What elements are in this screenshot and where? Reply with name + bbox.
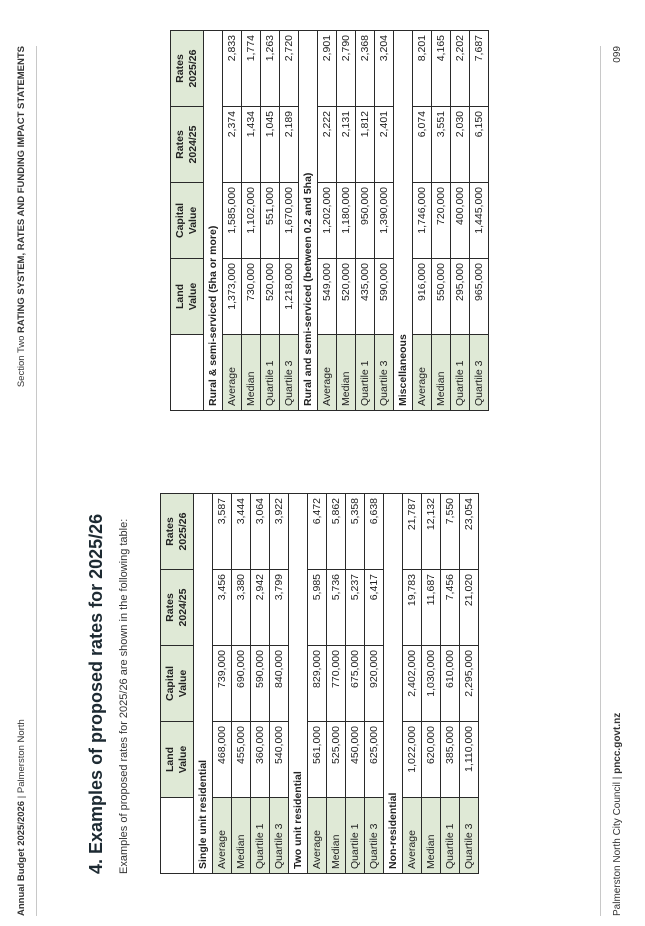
row-label: Quartile 1 — [261, 335, 280, 411]
rates-2025-26-cell: 6,638 — [365, 494, 384, 570]
rates-2024-25-cell: 6,074 — [413, 107, 432, 183]
land-value-cell: 590,000 — [375, 259, 394, 335]
table-row — [318, 31, 337, 411]
row-label: Quartile 1 — [451, 335, 470, 411]
group-title: Non-residential — [384, 494, 403, 874]
row-label: Quartile 3 — [270, 798, 289, 874]
running-header-left — [16, 719, 27, 916]
rates-2024-25-cell: 3,799 — [270, 570, 289, 646]
capital-value-cell: 690,000 — [232, 646, 251, 722]
header-section-label: Section Two — [16, 332, 27, 388]
row-label: Quartile 3 — [375, 335, 394, 411]
rates-2024-25-cell: 2,222 — [318, 107, 337, 183]
row-label: Median — [432, 335, 451, 411]
land-value-cell: 455,000 — [232, 722, 251, 798]
row-label: Quartile 3 — [365, 798, 384, 874]
table-row — [213, 494, 232, 874]
capital-value-cell: 1,180,000 — [337, 183, 356, 259]
capital-value-cell: 1,670,000 — [280, 183, 299, 259]
rates-2025-26-cell: 2,202 — [451, 31, 470, 107]
rates-2025-26-cell: 5,358 — [346, 494, 365, 570]
rates-2025-26-cell: 2,833 — [223, 31, 242, 107]
rates-2024-25-cell: 3,380 — [232, 570, 251, 646]
rates-2024-25-cell: 1,045 — [261, 107, 280, 183]
land-value-cell: 525,000 — [327, 722, 346, 798]
rates-2025-26-cell: 2,790 — [337, 31, 356, 107]
land-value-cell: 549,000 — [318, 259, 337, 335]
group-header-row — [299, 31, 318, 411]
table-row — [470, 31, 489, 411]
group-header-row — [289, 494, 308, 874]
intro-text: Examples of proposed rates for 2025/26 are shown in the following table: — [118, 518, 130, 874]
capital-value-cell: 770,000 — [327, 646, 346, 722]
header-rule — [36, 46, 37, 916]
table-row — [375, 31, 394, 411]
header-blank-cell — [171, 335, 204, 411]
footer-credit — [612, 713, 623, 916]
land-value-cell: 1,022,000 — [403, 722, 422, 798]
table-row — [280, 31, 299, 411]
rates-2025-26-cell: 7,550 — [441, 494, 460, 570]
table-row — [337, 31, 356, 411]
land-value-cell: 540,000 — [270, 722, 289, 798]
group-title: Single unit residential — [194, 494, 213, 874]
footer-website: pncc.govt.nz — [612, 712, 623, 774]
row-label: Median — [242, 335, 261, 411]
land-value-cell: 520,000 — [337, 259, 356, 335]
footer-separator: | — [612, 773, 623, 783]
group-header-row — [194, 494, 213, 874]
land-value-cell: 1,110,000 — [460, 722, 479, 798]
rates-2024-25-cell: 2,131 — [337, 107, 356, 183]
rates-2024-25-cell: 7,456 — [441, 570, 460, 646]
rates-2025-26-cell: 6,472 — [308, 494, 327, 570]
rates-2025-26-cell: 8,201 — [413, 31, 432, 107]
header-city: Palmerston North — [16, 719, 27, 794]
capital-value-cell: 2,402,000 — [403, 646, 422, 722]
table-header-row — [161, 494, 194, 874]
col-header-land-value: Land Value — [161, 722, 194, 798]
land-value-cell: 561,000 — [308, 722, 327, 798]
rates-2024-25-cell: 5,237 — [346, 570, 365, 646]
row-label: Quartile 1 — [346, 798, 365, 874]
row-label: Quartile 3 — [460, 798, 479, 874]
col-header-rates-2024-25: Rates 2024/25 — [161, 570, 194, 646]
table-row — [403, 494, 422, 874]
row-label: Average — [308, 798, 327, 874]
row-label: Median — [422, 798, 441, 874]
rates-2025-26-cell: 5,862 — [327, 494, 346, 570]
rates-2024-25-cell: 11,687 — [422, 570, 441, 646]
capital-value-cell: 675,000 — [346, 646, 365, 722]
footer-council-name: Palmerston North City Council — [612, 782, 623, 916]
rates-2024-25-cell: 2,401 — [375, 107, 394, 183]
row-label: Average — [413, 335, 432, 411]
rates-2025-26-cell: 2,901 — [318, 31, 337, 107]
rates-2024-25-cell: 21,020 — [460, 570, 479, 646]
capital-value-cell: 829,000 — [308, 646, 327, 722]
rates-2025-26-cell: 3,444 — [232, 494, 251, 570]
rates-2024-25-cell: 2,942 — [251, 570, 270, 646]
capital-value-cell: 720,000 — [432, 183, 451, 259]
row-label: Average — [403, 798, 422, 874]
table-row — [413, 31, 432, 411]
table-row — [327, 494, 346, 874]
capital-value-cell: 920,000 — [365, 646, 384, 722]
table-row — [356, 31, 375, 411]
rates-2025-26-cell: 1,263 — [261, 31, 280, 107]
rates-2024-25-cell: 2,030 — [451, 107, 470, 183]
table-row — [242, 31, 261, 411]
group-header-row — [394, 31, 413, 411]
table-row — [422, 494, 441, 874]
rates-2024-25-cell: 6,417 — [365, 570, 384, 646]
capital-value-cell: 1,445,000 — [470, 183, 489, 259]
rates-2024-25-cell: 1,812 — [356, 107, 375, 183]
rates-2025-26-cell: 23,054 — [460, 494, 479, 570]
row-label: Average — [223, 335, 242, 411]
col-header-capital-value: Capital Value — [161, 646, 194, 722]
row-label: Median — [327, 798, 346, 874]
col-header-capital-value: Capital Value — [171, 183, 204, 259]
rates-table-rural-misc — [170, 30, 489, 411]
rates-2024-25-cell: 6,150 — [470, 107, 489, 183]
rates-2024-25-cell: 1,434 — [242, 107, 261, 183]
land-value-cell: 385,000 — [441, 722, 460, 798]
land-value-cell: 295,000 — [451, 259, 470, 335]
table-row — [441, 494, 460, 874]
table-row — [346, 494, 365, 874]
land-value-cell: 1,218,000 — [280, 259, 299, 335]
capital-value-cell: 1,030,000 — [422, 646, 441, 722]
group-title: Miscellaneous — [394, 31, 413, 411]
land-value-cell: 550,000 — [432, 259, 451, 335]
capital-value-cell: 2,295,000 — [460, 646, 479, 722]
land-value-cell: 520,000 — [261, 259, 280, 335]
rates-2025-26-cell: 7,687 — [470, 31, 489, 107]
table-row — [432, 31, 451, 411]
capital-value-cell: 739,000 — [213, 646, 232, 722]
table-row — [460, 494, 479, 874]
table-body — [194, 494, 479, 874]
capital-value-cell: 1,746,000 — [413, 183, 432, 259]
table-row — [451, 31, 470, 411]
row-label: Quartile 1 — [356, 335, 375, 411]
capital-value-cell: 610,000 — [441, 646, 460, 722]
group-title: Two unit residential — [289, 494, 308, 874]
land-value-cell: 1,373,000 — [223, 259, 242, 335]
rates-2025-26-cell: 3,204 — [375, 31, 394, 107]
group-title: Rural & semi-serviced (5ha or more) — [204, 31, 223, 411]
rates-2025-26-cell: 4,165 — [432, 31, 451, 107]
col-header-rates-2025-26: Rates 2025/26 — [161, 494, 194, 570]
capital-value-cell: 1,202,000 — [318, 183, 337, 259]
header-section-title: RATING SYSTEM, RATES AND FUNDING IMPACT STATEMENTS — [16, 46, 27, 333]
land-value-cell: 468,000 — [213, 722, 232, 798]
land-value-cell: 620,000 — [422, 722, 441, 798]
land-value-cell: 625,000 — [365, 722, 384, 798]
running-header-right — [16, 46, 27, 387]
land-value-cell: 730,000 — [242, 259, 261, 335]
row-label: Quartile 1 — [441, 798, 460, 874]
rates-2024-25-cell: 2,189 — [280, 107, 299, 183]
land-value-cell: 435,000 — [356, 259, 375, 335]
rates-2025-26-cell: 2,368 — [356, 31, 375, 107]
rates-table-residential — [160, 493, 479, 874]
table-body — [204, 31, 489, 411]
table-row — [308, 494, 327, 874]
capital-value-cell: 551,000 — [261, 183, 280, 259]
group-header-row — [204, 31, 223, 411]
rates-2024-25-cell: 3,551 — [432, 107, 451, 183]
rates-2024-25-cell: 19,783 — [403, 570, 422, 646]
rates-2024-25-cell: 3,456 — [213, 570, 232, 646]
capital-value-cell: 840,000 — [270, 646, 289, 722]
rates-2024-25-cell: 5,985 — [308, 570, 327, 646]
table-row — [261, 31, 280, 411]
col-header-rates-2024-25: Rates 2024/25 — [171, 107, 204, 183]
col-header-rates-2025-26: Rates 2025/26 — [171, 31, 204, 107]
capital-value-cell: 590,000 — [251, 646, 270, 722]
table-header-row — [171, 31, 204, 411]
land-value-cell: 916,000 — [413, 259, 432, 335]
row-label: Median — [337, 335, 356, 411]
row-label: Average — [213, 798, 232, 874]
header-budget-title: Annual Budget 2025/2026 — [16, 800, 27, 916]
row-label: Quartile 3 — [470, 335, 489, 411]
col-header-land-value: Land Value — [171, 259, 204, 335]
rates-2025-26-cell: 12,132 — [422, 494, 441, 570]
capital-value-cell: 400,000 — [451, 183, 470, 259]
table-row — [270, 494, 289, 874]
footer-rule — [600, 46, 601, 916]
land-value-cell: 450,000 — [346, 722, 365, 798]
capital-value-cell: 1,585,000 — [223, 183, 242, 259]
page-number: 099 — [612, 46, 623, 63]
header-separator: | — [16, 793, 27, 801]
row-label: Average — [318, 335, 337, 411]
table-row — [251, 494, 270, 874]
rates-2025-26-cell: 3,587 — [213, 494, 232, 570]
rates-2024-25-cell: 5,736 — [327, 570, 346, 646]
rates-2025-26-cell: 21,787 — [403, 494, 422, 570]
rates-2024-25-cell: 2,374 — [223, 107, 242, 183]
capital-value-cell: 1,102,000 — [242, 183, 261, 259]
rates-2025-26-cell: 3,064 — [251, 494, 270, 570]
rates-2025-26-cell: 2,720 — [280, 31, 299, 107]
rates-2025-26-cell: 1,774 — [242, 31, 261, 107]
row-label: Median — [232, 798, 251, 874]
table-row — [365, 494, 384, 874]
capital-value-cell: 950,000 — [356, 183, 375, 259]
row-label: Quartile 3 — [280, 335, 299, 411]
land-value-cell: 360,000 — [251, 722, 270, 798]
rates-2025-26-cell: 3,922 — [270, 494, 289, 570]
page-title: 4. Examples of proposed rates for 2025/26 — [86, 513, 106, 874]
header-blank-cell — [161, 798, 194, 874]
row-label: Quartile 1 — [251, 798, 270, 874]
group-title: Rural and semi-serviced (between 0.2 and 5ha) — [299, 31, 318, 411]
table-row — [232, 494, 251, 874]
table-row — [223, 31, 242, 411]
group-header-row — [384, 494, 403, 874]
capital-value-cell: 1,390,000 — [375, 183, 394, 259]
land-value-cell: 965,000 — [470, 259, 489, 335]
